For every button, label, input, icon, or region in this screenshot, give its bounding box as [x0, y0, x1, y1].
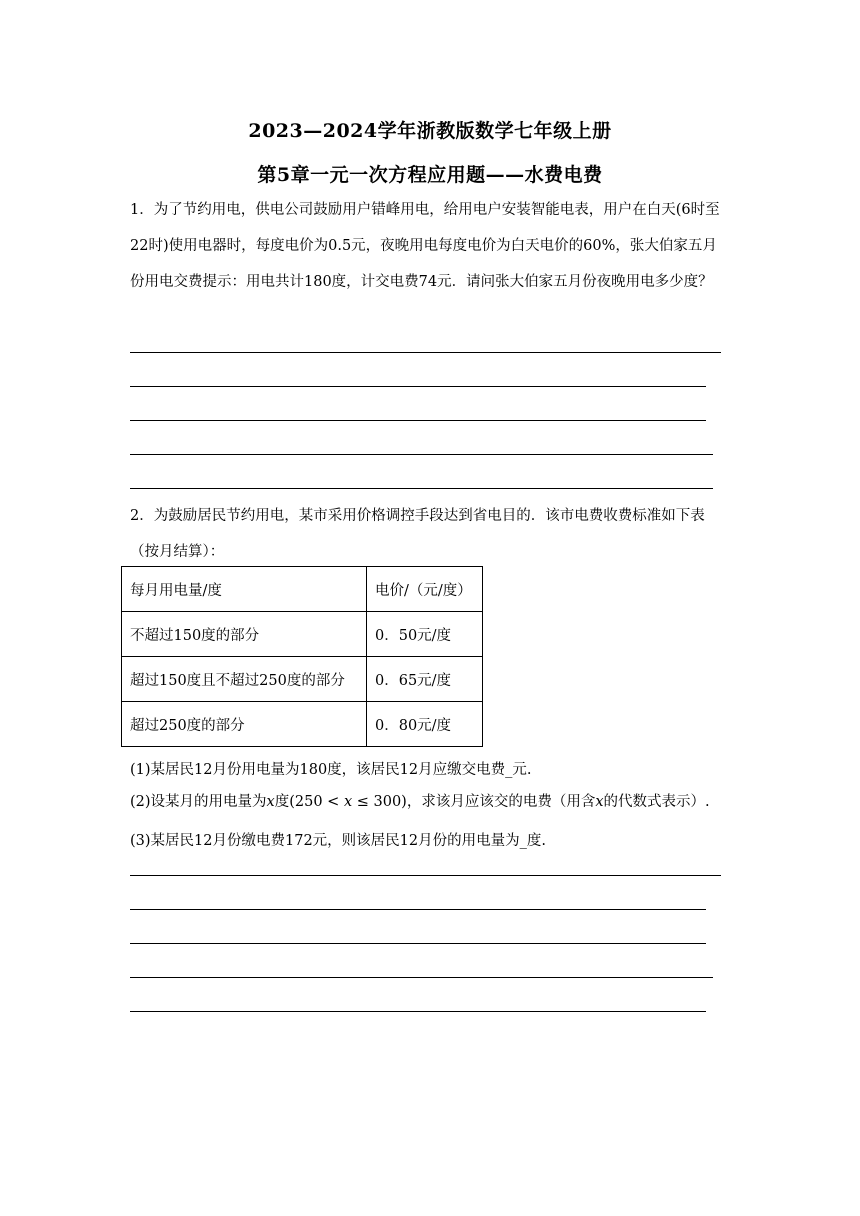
part-2-text-c: ≤ 300)，求该月应该交的电费（用含: [352, 794, 596, 810]
question-2-part-3: (3)某居民12月份缴电费172元，则该居民12月份的用电量为_度.: [130, 833, 546, 849]
part-2-text-a: (2)设某月的用电量为: [130, 794, 267, 810]
table-cell: 0．80元/度: [367, 702, 483, 747]
table-row: [122, 702, 483, 747]
part-2-text-b: 度(250 <: [274, 794, 344, 810]
electricity-fee-table: [121, 566, 483, 747]
table-row: [122, 657, 483, 702]
answer-line: [130, 352, 721, 353]
table-header-cell: 每月用电量/度: [122, 567, 367, 612]
table-row: [122, 612, 483, 657]
variable-x: x: [266, 794, 275, 810]
part-2-text-d: 的代数式表示）.: [603, 794, 710, 810]
answer-line: [130, 420, 706, 421]
variable-x: x: [595, 794, 604, 810]
question-2-part-2: [130, 790, 710, 811]
table-header-row: [122, 567, 483, 612]
table-cell: 超过250度的部分: [122, 702, 367, 747]
table-cell: 超过150度且不超过250度的部分: [122, 657, 367, 702]
table-cell: 0．50元/度: [367, 612, 483, 657]
question-2-intro: 2．为鼓励居民节约用电，某市采用价格调控手段达到省电目的．该市电费收费标准如下表（按月结算）：: [130, 508, 705, 560]
answer-line: [130, 1011, 706, 1012]
question-1-text: 1．为了节约用电，供电公司鼓励用户错峰用电，给用电户安装智能电表，用户在白天(6时至22时)使用电器时，每度电价为0.5元，夜晚用电每度电价为白天电价的60%，张大伯家五月份用电交费提示：用电共计180度，计交电费74元．请问张大伯家五月份夜晚用电多少度？: [130, 202, 720, 290]
answer-line: [130, 943, 706, 944]
answer-line: [130, 386, 706, 387]
answer-line: [130, 977, 713, 978]
document-subtitle: 第5章一元一次方程应用题——水费电费: [257, 164, 603, 186]
table-cell: 不超过150度的部分: [122, 612, 367, 657]
answer-line: [130, 488, 713, 489]
table-header-cell: 电价/（元/度）: [367, 567, 483, 612]
variable-x: x: [343, 794, 353, 810]
document-title: 2023—2024学年浙教版数学七年级上册: [248, 120, 612, 142]
answer-line: [130, 909, 706, 910]
answer-line: [130, 875, 721, 876]
question-2-part-1: (1)某居民12月份用电量为180度，该居民12月应缴交电费_元.: [130, 762, 532, 778]
table-cell: 0．65元/度: [367, 657, 483, 702]
answer-line: [130, 454, 713, 455]
